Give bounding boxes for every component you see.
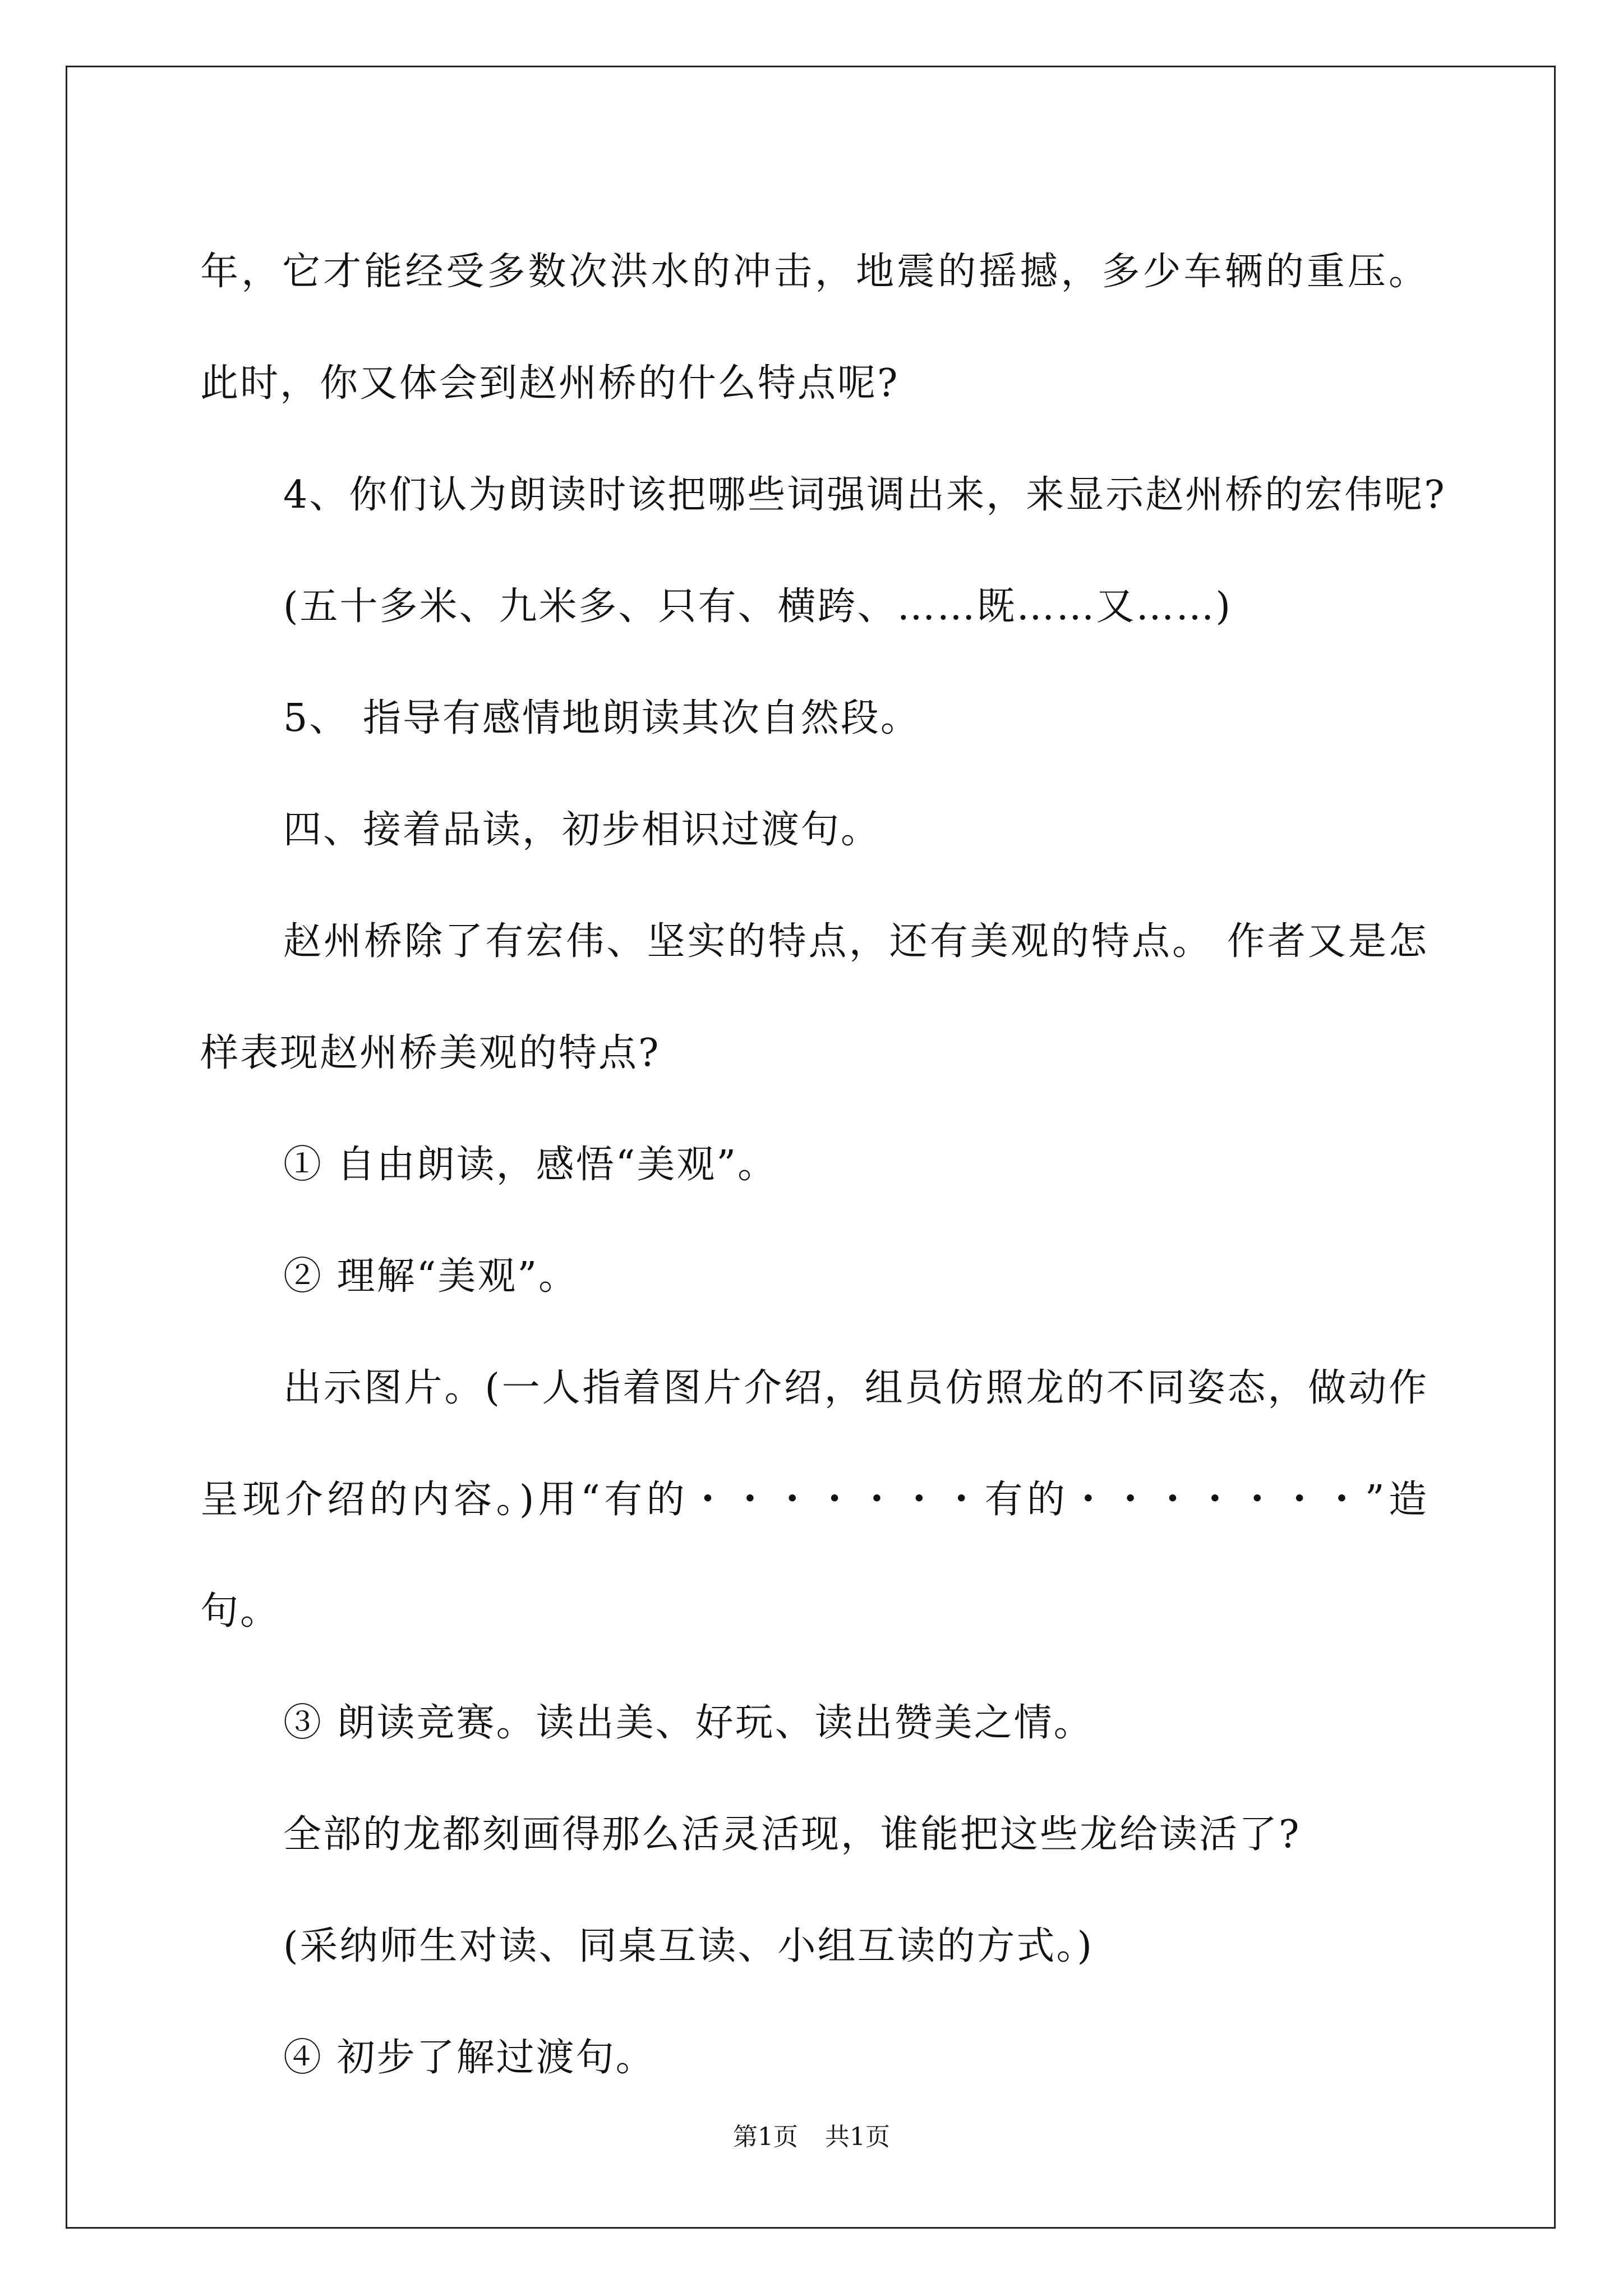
paragraph-line: (采纳师生对读、同桌互读、小组互读的方式。) (283, 1924, 1094, 1968)
paragraph-line: 出示图片。(一人指着图片介绍，组员仿照龙的不同姿态，做动作 (283, 1366, 1428, 1410)
paragraph-line: ④ 初步了解过渡句。 (283, 2036, 656, 2080)
paragraph-line: 5、 指导有感情地朗读其次自然段。 (283, 696, 920, 740)
paragraph-line: 此时，你又体会到赵州桥的什么特点呢? (200, 361, 900, 406)
paragraph-line: (五十多米、九米多、只有、横跨、……既……又……) (283, 585, 1233, 629)
paragraph-line: 全部的龙都刻画得那么活灵活现，谁能把这些龙给读活了? (283, 1812, 1301, 1857)
page-footer (0, 2120, 1623, 2154)
paragraph-line: 赵州桥除了有宏伟、坚实的特点，还有美观的特点。 作者又是怎 (283, 919, 1428, 964)
paragraph-line: ③ 朗读竞赛。读出美、好玩、读出赞美之情。 (283, 1701, 1094, 1745)
paragraph-line: ② 理解“美观”。 (283, 1254, 579, 1299)
document-body (200, 216, 1446, 2114)
section-heading: 四、接着品读，初步相识过渡句。 (283, 808, 881, 852)
page-number: 第1页 (733, 2123, 798, 2151)
paragraph-line: 呈现介绍的内容。)用“有的・・・・・・・有的・・・・・・・”造 (200, 1478, 1428, 1522)
paragraph-line: ① 自由朗读，感悟“美观”。 (283, 1143, 778, 1187)
paragraph-line: 句。 (200, 1589, 280, 1634)
paragraph-line: 4、你们认为朗读时该把哪些词强调出来，来显示赵州桥的宏伟呢? (283, 473, 1446, 517)
paragraph-line: 样表现赵州桥美观的特点? (200, 1031, 661, 1075)
paragraph-line: 年，它才能经受多数次洪水的冲击，地震的摇撼，多少车辆的重压。 (200, 250, 1428, 294)
page-total: 共1页 (825, 2123, 890, 2151)
